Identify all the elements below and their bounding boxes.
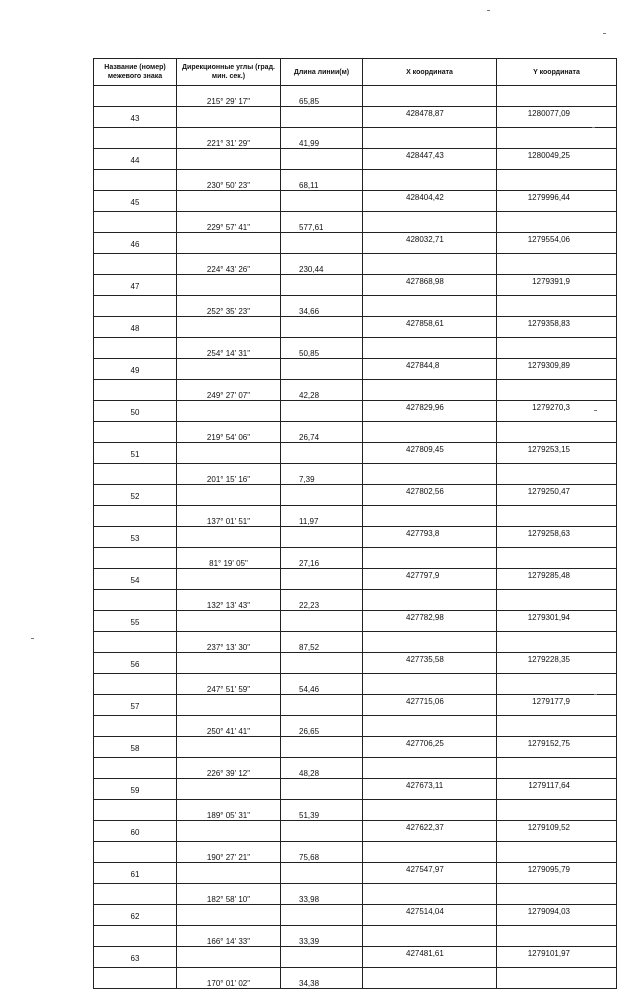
direction-angle-cell	[177, 359, 281, 380]
header-x: X координата	[363, 59, 497, 86]
x-coordinate-cell: 427514,04	[363, 905, 497, 926]
mark-name-cell	[94, 464, 177, 485]
direction-angle-cell: 249° 27' 07"	[177, 380, 281, 401]
table-row	[94, 611, 617, 632]
table-row	[94, 695, 617, 716]
table-header-row	[94, 59, 617, 86]
line-length-cell	[281, 905, 363, 926]
y-coordinate-cell: 1279095,79	[497, 863, 617, 884]
table-row	[94, 779, 617, 800]
direction-angle-cell: 237° 13' 30"	[177, 632, 281, 653]
direction-angle-cell: 229° 57' 41"	[177, 212, 281, 233]
scan-mark	[31, 638, 34, 639]
direction-angle-cell: 190° 27' 21"	[177, 842, 281, 863]
y-coordinate-cell	[497, 254, 617, 275]
x-coordinate-cell	[363, 128, 497, 149]
mark-name-cell	[94, 296, 177, 317]
direction-angle-cell	[177, 653, 281, 674]
header-angle: Дирекционные углы (град. мин. сек.)	[177, 59, 281, 86]
y-coordinate-cell	[497, 632, 617, 653]
line-length-cell	[281, 401, 363, 422]
line-length-cell: 33,98	[281, 884, 363, 905]
y-coordinate-cell: 1280049,25	[497, 149, 617, 170]
direction-angle-cell	[177, 527, 281, 548]
mark-name-cell: 44	[94, 149, 177, 170]
direction-angle-cell	[177, 737, 281, 758]
line-length-cell	[281, 569, 363, 590]
mark-name-cell	[94, 212, 177, 233]
line-length-cell	[281, 233, 363, 254]
y-coordinate-cell: 1279554,06	[497, 233, 617, 254]
y-coordinate-cell: 1279258,63	[497, 527, 617, 548]
x-coordinate-cell: 427793,8	[363, 527, 497, 548]
x-coordinate-cell	[363, 548, 497, 569]
y-coordinate-cell: 1279253,15	[497, 443, 617, 464]
mark-name-cell	[94, 548, 177, 569]
x-coordinate-cell: 427622,37	[363, 821, 497, 842]
x-coordinate-cell: 428447,43	[363, 149, 497, 170]
x-coordinate-cell	[363, 338, 497, 359]
direction-angle-cell: 219° 54' 06"	[177, 422, 281, 443]
mark-name-cell: 51	[94, 443, 177, 464]
line-length-cell: 68,11	[281, 170, 363, 191]
line-length-cell	[281, 149, 363, 170]
table-row	[94, 548, 617, 569]
x-coordinate-cell	[363, 506, 497, 527]
direction-angle-cell: 215° 29' 17"	[177, 86, 281, 107]
direction-angle-cell: 189° 05' 31"	[177, 800, 281, 821]
table-row	[94, 968, 617, 989]
direction-angle-cell	[177, 947, 281, 968]
x-coordinate-cell: 427809,45	[363, 443, 497, 464]
table-row	[94, 842, 617, 863]
y-coordinate-cell: 1279996,44	[497, 191, 617, 212]
line-length-cell	[281, 485, 363, 506]
line-length-cell: 65,85	[281, 86, 363, 107]
mark-name-cell	[94, 86, 177, 107]
y-coordinate-cell	[497, 422, 617, 443]
mark-name-cell	[94, 758, 177, 779]
direction-angle-cell: 254° 14' 31"	[177, 338, 281, 359]
mark-name-cell	[94, 842, 177, 863]
y-coordinate-cell: 1279391,9	[497, 275, 617, 296]
direction-angle-cell	[177, 275, 281, 296]
mark-name-cell	[94, 632, 177, 653]
line-length-cell: 26,65	[281, 716, 363, 737]
mark-name-cell: 53	[94, 527, 177, 548]
x-coordinate-cell	[363, 296, 497, 317]
mark-name-cell: 48	[94, 317, 177, 338]
line-length-cell: 41,99	[281, 128, 363, 149]
direction-angle-cell	[177, 401, 281, 422]
direction-angle-cell: 170° 01' 02"	[177, 968, 281, 989]
y-coordinate-cell	[497, 674, 617, 695]
table-row	[94, 884, 617, 905]
mark-name-cell: 55	[94, 611, 177, 632]
table-row	[94, 338, 617, 359]
table-row	[94, 380, 617, 401]
table-body	[94, 86, 617, 989]
table-row	[94, 569, 617, 590]
line-length-cell: 26,74	[281, 422, 363, 443]
direction-angle-cell	[177, 191, 281, 212]
table-row	[94, 107, 617, 128]
direction-angle-cell: 137° 01' 51"	[177, 506, 281, 527]
mark-name-cell: 62	[94, 905, 177, 926]
y-coordinate-cell	[497, 86, 617, 107]
direction-angle-cell	[177, 317, 281, 338]
line-length-cell	[281, 779, 363, 800]
x-coordinate-cell	[363, 716, 497, 737]
table-row	[94, 296, 617, 317]
table-row	[94, 170, 617, 191]
line-length-cell	[281, 107, 363, 128]
direction-angle-cell: 182° 58' 10"	[177, 884, 281, 905]
mark-name-cell	[94, 590, 177, 611]
x-coordinate-cell	[363, 926, 497, 947]
direction-angle-cell: 132° 13' 43"	[177, 590, 281, 611]
line-length-cell	[281, 191, 363, 212]
table-row	[94, 506, 617, 527]
line-length-cell	[281, 653, 363, 674]
mark-name-cell	[94, 716, 177, 737]
table-row	[94, 212, 617, 233]
x-coordinate-cell: 427735,58	[363, 653, 497, 674]
line-length-cell	[281, 821, 363, 842]
x-coordinate-cell: 427481,61	[363, 947, 497, 968]
direction-angle-cell	[177, 695, 281, 716]
mark-name-cell	[94, 968, 177, 989]
direction-angle-cell: 166° 14' 33"	[177, 926, 281, 947]
table-row	[94, 800, 617, 821]
line-length-cell	[281, 863, 363, 884]
direction-angle-cell: 250° 41' 41"	[177, 716, 281, 737]
mark-name-cell: 63	[94, 947, 177, 968]
x-coordinate-cell: 428032,71	[363, 233, 497, 254]
direction-angle-cell	[177, 149, 281, 170]
direction-angle-cell: 252° 35' 23"	[177, 296, 281, 317]
line-length-cell: 22,23	[281, 590, 363, 611]
mark-name-cell	[94, 170, 177, 191]
y-coordinate-cell	[497, 338, 617, 359]
x-coordinate-cell: 427673,11	[363, 779, 497, 800]
table-row	[94, 716, 617, 737]
x-coordinate-cell	[363, 842, 497, 863]
line-length-cell: 50,85	[281, 338, 363, 359]
line-length-cell	[281, 611, 363, 632]
line-length-cell	[281, 317, 363, 338]
line-length-cell: 7,39	[281, 464, 363, 485]
mark-name-cell	[94, 380, 177, 401]
line-length-cell	[281, 695, 363, 716]
table-row	[94, 464, 617, 485]
y-coordinate-cell	[497, 212, 617, 233]
line-length-cell: 33,39	[281, 926, 363, 947]
table-row	[94, 590, 617, 611]
mark-name-cell: 49	[94, 359, 177, 380]
table-row	[94, 275, 617, 296]
x-coordinate-cell	[363, 674, 497, 695]
scan-mark	[594, 694, 597, 695]
direction-angle-cell: 81° 19' 05"	[177, 548, 281, 569]
table-row	[94, 443, 617, 464]
line-length-cell	[281, 737, 363, 758]
line-length-cell	[281, 527, 363, 548]
line-length-cell: 42,28	[281, 380, 363, 401]
table-row	[94, 128, 617, 149]
x-coordinate-cell	[363, 800, 497, 821]
mark-name-cell: 43	[94, 107, 177, 128]
mark-name-cell: 50	[94, 401, 177, 422]
y-coordinate-cell	[497, 128, 617, 149]
table-row	[94, 674, 617, 695]
y-coordinate-cell	[497, 800, 617, 821]
mark-name-cell	[94, 128, 177, 149]
table-row	[94, 317, 617, 338]
x-coordinate-cell: 427797,9	[363, 569, 497, 590]
mark-name-cell: 60	[94, 821, 177, 842]
table-row	[94, 737, 617, 758]
mark-name-cell: 56	[94, 653, 177, 674]
line-length-cell: 11,97	[281, 506, 363, 527]
direction-angle-cell	[177, 485, 281, 506]
mark-name-cell: 46	[94, 233, 177, 254]
y-coordinate-cell	[497, 716, 617, 737]
table-row	[94, 191, 617, 212]
line-length-cell: 230,44	[281, 254, 363, 275]
x-coordinate-cell	[363, 632, 497, 653]
direction-angle-cell: 221° 31' 29"	[177, 128, 281, 149]
y-coordinate-cell	[497, 548, 617, 569]
scan-mark	[594, 410, 597, 411]
line-length-cell: 54,46	[281, 674, 363, 695]
direction-angle-cell	[177, 443, 281, 464]
line-length-cell	[281, 275, 363, 296]
line-length-cell	[281, 359, 363, 380]
y-coordinate-cell	[497, 170, 617, 191]
x-coordinate-cell	[363, 758, 497, 779]
table-row	[94, 422, 617, 443]
y-coordinate-cell	[497, 506, 617, 527]
x-coordinate-cell: 427715,06	[363, 695, 497, 716]
x-coordinate-cell: 427706,25	[363, 737, 497, 758]
table-row	[94, 947, 617, 968]
x-coordinate-cell: 427868,98	[363, 275, 497, 296]
table-row	[94, 863, 617, 884]
y-coordinate-cell: 1279228,35	[497, 653, 617, 674]
y-coordinate-cell: 1279094,03	[497, 905, 617, 926]
x-coordinate-cell: 427802,56	[363, 485, 497, 506]
header-length: Длина линии(м)	[281, 59, 363, 86]
y-coordinate-cell: 1279152,75	[497, 737, 617, 758]
y-coordinate-cell	[497, 842, 617, 863]
mark-name-cell	[94, 338, 177, 359]
x-coordinate-cell	[363, 212, 497, 233]
y-coordinate-cell: 1279177,9	[497, 695, 617, 716]
table-row	[94, 86, 617, 107]
x-coordinate-cell	[363, 884, 497, 905]
y-coordinate-cell	[497, 758, 617, 779]
x-coordinate-cell	[363, 968, 497, 989]
x-coordinate-cell: 428478,87	[363, 107, 497, 128]
y-coordinate-cell	[497, 380, 617, 401]
mark-name-cell: 54	[94, 569, 177, 590]
y-coordinate-cell: 1279270,3	[497, 401, 617, 422]
direction-angle-cell	[177, 107, 281, 128]
header-name: Название (номер) межевого знака	[94, 59, 177, 86]
x-coordinate-cell	[363, 590, 497, 611]
direction-angle-cell	[177, 569, 281, 590]
x-coordinate-cell	[363, 464, 497, 485]
y-coordinate-cell: 1279301,94	[497, 611, 617, 632]
y-coordinate-cell: 1279101,97	[497, 947, 617, 968]
line-length-cell	[281, 443, 363, 464]
mark-name-cell	[94, 884, 177, 905]
table-row	[94, 485, 617, 506]
x-coordinate-cell	[363, 170, 497, 191]
y-coordinate-cell	[497, 296, 617, 317]
table-row	[94, 254, 617, 275]
table-row	[94, 233, 617, 254]
direction-angle-cell: 247° 51' 59"	[177, 674, 281, 695]
mark-name-cell: 57	[94, 695, 177, 716]
mark-name-cell: 61	[94, 863, 177, 884]
boundary-coordinates-table	[93, 58, 617, 989]
line-length-cell: 27,16	[281, 548, 363, 569]
table-row	[94, 401, 617, 422]
table-row	[94, 653, 617, 674]
y-coordinate-cell: 1279285,48	[497, 569, 617, 590]
mark-name-cell	[94, 674, 177, 695]
line-length-cell: 75,68	[281, 842, 363, 863]
y-coordinate-cell	[497, 968, 617, 989]
line-length-cell: 51,39	[281, 800, 363, 821]
y-coordinate-cell	[497, 926, 617, 947]
y-coordinate-cell: 1279117,64	[497, 779, 617, 800]
direction-angle-cell: 230° 50' 23"	[177, 170, 281, 191]
x-coordinate-cell: 427547,97	[363, 863, 497, 884]
mark-name-cell	[94, 800, 177, 821]
table-row	[94, 632, 617, 653]
direction-angle-cell: 224° 43' 26"	[177, 254, 281, 275]
x-coordinate-cell: 427858,61	[363, 317, 497, 338]
x-coordinate-cell: 428404,42	[363, 191, 497, 212]
table-row	[94, 149, 617, 170]
direction-angle-cell	[177, 233, 281, 254]
mark-name-cell: 59	[94, 779, 177, 800]
table-row	[94, 821, 617, 842]
header-y: Y координата	[497, 59, 617, 86]
x-coordinate-cell: 427844,8	[363, 359, 497, 380]
line-length-cell: 577,61	[281, 212, 363, 233]
x-coordinate-cell	[363, 254, 497, 275]
direction-angle-cell: 201° 15' 16"	[177, 464, 281, 485]
mark-name-cell	[94, 506, 177, 527]
mark-name-cell: 58	[94, 737, 177, 758]
table-row	[94, 359, 617, 380]
direction-angle-cell	[177, 905, 281, 926]
mark-name-cell	[94, 422, 177, 443]
x-coordinate-cell: 427829,96	[363, 401, 497, 422]
x-coordinate-cell	[363, 380, 497, 401]
direction-angle-cell	[177, 821, 281, 842]
table-row	[94, 527, 617, 548]
line-length-cell: 34,66	[281, 296, 363, 317]
x-coordinate-cell	[363, 422, 497, 443]
y-coordinate-cell: 1279309,89	[497, 359, 617, 380]
line-length-cell	[281, 947, 363, 968]
table-row	[94, 758, 617, 779]
y-coordinate-cell: 1279250,47	[497, 485, 617, 506]
mark-name-cell: 45	[94, 191, 177, 212]
y-coordinate-cell	[497, 464, 617, 485]
y-coordinate-cell: 1279109,52	[497, 821, 617, 842]
line-length-cell: 87,52	[281, 632, 363, 653]
mark-name-cell: 47	[94, 275, 177, 296]
line-length-cell: 34,38	[281, 968, 363, 989]
y-coordinate-cell	[497, 590, 617, 611]
scan-mark	[487, 10, 490, 11]
y-coordinate-cell: 1280077,09	[497, 107, 617, 128]
scan-mark	[603, 33, 606, 34]
x-coordinate-cell	[363, 86, 497, 107]
direction-angle-cell: 226° 39' 12"	[177, 758, 281, 779]
direction-angle-cell	[177, 611, 281, 632]
x-coordinate-cell: 427782,98	[363, 611, 497, 632]
direction-angle-cell	[177, 779, 281, 800]
y-coordinate-cell	[497, 884, 617, 905]
y-coordinate-cell: 1279358,83	[497, 317, 617, 338]
line-length-cell: 48,28	[281, 758, 363, 779]
table-row	[94, 926, 617, 947]
mark-name-cell: 52	[94, 485, 177, 506]
direction-angle-cell	[177, 863, 281, 884]
scan-mark	[592, 127, 595, 128]
mark-name-cell	[94, 926, 177, 947]
table-row	[94, 905, 617, 926]
mark-name-cell	[94, 254, 177, 275]
